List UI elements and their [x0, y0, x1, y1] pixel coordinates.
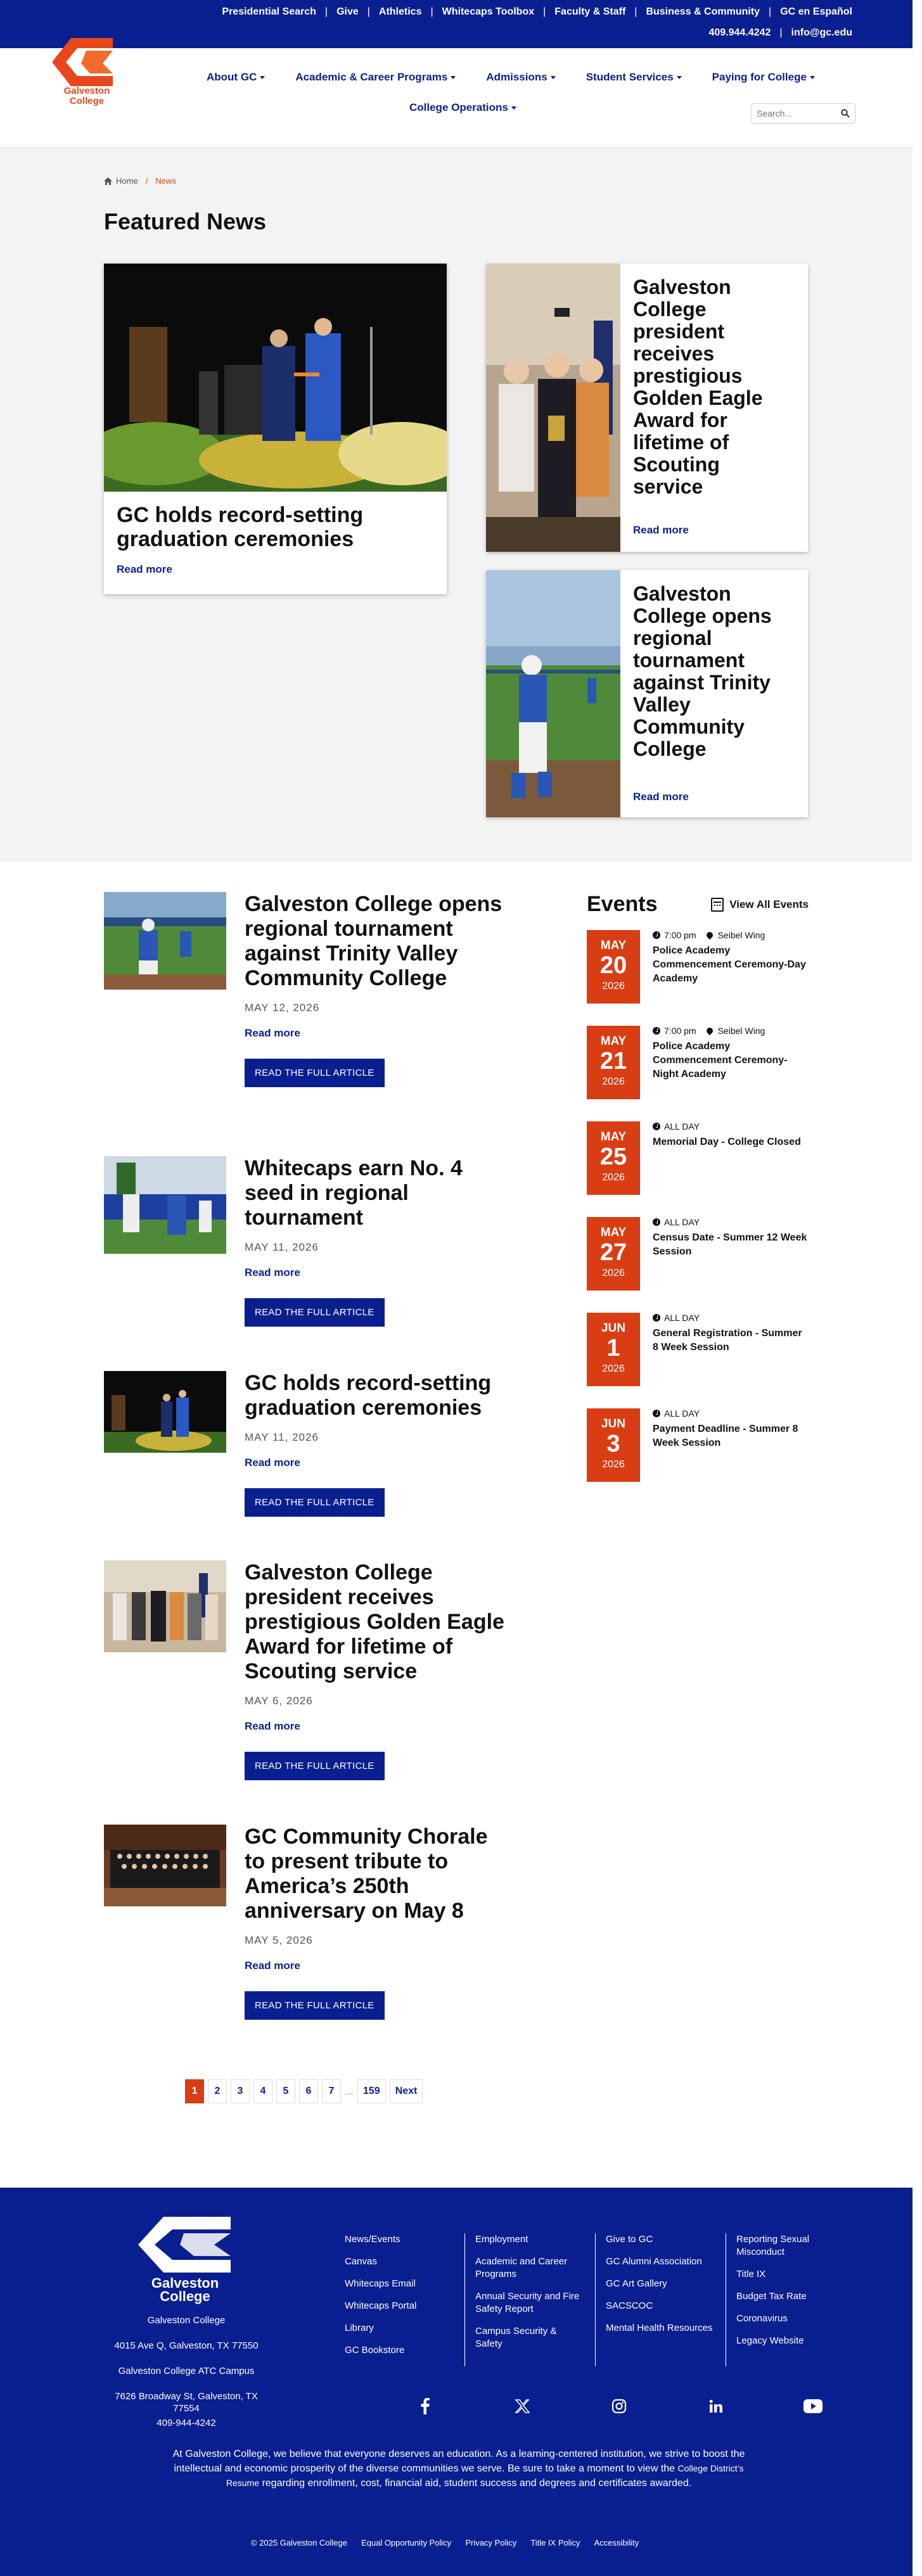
event-item[interactable] — [587, 1121, 809, 1197]
read-full-article-button[interactable]: READ THE FULL ARTICLE — [245, 1298, 385, 1327]
event-item[interactable] — [587, 1408, 809, 1484]
nav-student-services[interactable]: Student Services — [586, 71, 682, 84]
footer-link[interactable]: GC Art Gallery — [606, 2278, 667, 2289]
read-full-article-button[interactable]: READ THE FULL ARTICLE — [245, 1991, 385, 2020]
news-read-more[interactable]: Read more — [245, 1027, 300, 1039]
featured-card-side-1[interactable] — [486, 264, 808, 552]
nav-admissions[interactable]: Admissions — [486, 71, 555, 84]
utility-link-espanol[interactable]: GC en Español — [780, 6, 852, 17]
campus-1-name: Galveston College — [147, 2315, 226, 2326]
event-time: ALL DAY — [664, 1408, 700, 1419]
district-resume-link[interactable]: College District’s Resume — [226, 2463, 744, 2488]
footer-mission-text: At Galveston College, we believe that everyone deserves an education. As a learning-centered institution, we strive to boost the intellectual and economic prosperity of the diverse communities we serve. Be sure to take a moment to view the College District’s Resume regarding enrollment, cost, financial aid, student success and degrees and certificates awarded. — [172, 2449, 745, 2489]
nav-about-gc[interactable]: About GC — [207, 71, 265, 84]
search-icon[interactable] — [841, 109, 850, 118]
pagination — [185, 2079, 423, 2103]
breadcrumb: Home / News — [104, 176, 176, 186]
breadcrumb-current: News — [155, 176, 176, 186]
news-read-more[interactable]: Read more — [245, 1457, 300, 1469]
site-header — [0, 48, 912, 148]
main-nav — [207, 71, 815, 84]
page-1-button[interactable]: 1 — [185, 2079, 204, 2103]
chevron-down-icon — [551, 76, 556, 79]
chevron-down-icon — [810, 76, 815, 79]
utility-links: Presidential Search | Give | Athletics | Whitecaps Toolbox | Faculty & Staff | Business & Community | GC en Español — [222, 6, 852, 17]
view-all-events-link[interactable]: View All Events — [711, 898, 809, 912]
event-location: Seibel Wing — [717, 930, 765, 940]
youtube-icon[interactable] — [764, 2397, 861, 2416]
news-thumb-graduation[interactable] — [104, 1371, 226, 1453]
campus-2-name: Galveston College ATC Campus — [118, 2366, 255, 2376]
footer-link[interactable]: News/Events — [345, 2234, 400, 2245]
event-date-box: MAY 20 2026 — [587, 930, 640, 1004]
news-read-more[interactable]: Read more — [245, 1960, 300, 1972]
chevron-down-icon — [260, 76, 265, 79]
featured-side-1-headline[interactable]: Galveston College president receives prestigious Golden Eagle Award for lifetime of Scouting service — [633, 276, 763, 498]
graduation-photo — [104, 264, 447, 492]
site-logo[interactable] — [52, 35, 122, 112]
news-date: MAY 11, 2026 — [245, 1431, 319, 1443]
clock-icon — [653, 1410, 660, 1417]
footer-legal — [251, 2538, 639, 2547]
footer-link[interactable]: Academic and Career Programs — [475, 2256, 568, 2280]
featured-card-side-2[interactable] — [486, 570, 808, 817]
search-box — [751, 103, 855, 124]
footer-column-2 — [475, 2233, 596, 2366]
featured-main-read-more[interactable]: Read more — [117, 563, 172, 575]
news-read-more[interactable]: Read more — [245, 1720, 300, 1732]
search-input[interactable] — [757, 108, 833, 118]
chevron-down-icon — [511, 106, 516, 110]
event-item[interactable] — [587, 930, 809, 1006]
featured-news-section — [0, 148, 912, 862]
news-headline[interactable]: Galveston College president receives prestigious Golden Eagle Award for lifetime of Scouting service — [245, 1560, 504, 1683]
featured-side-1-read-more[interactable]: Read more — [633, 524, 689, 536]
event-title[interactable]: General Registration - Summer 8 Week Session — [653, 1328, 802, 1353]
footer-link[interactable]: Library — [345, 2323, 374, 2333]
facebook-icon[interactable] — [376, 2397, 473, 2416]
utility-bar — [0, 0, 912, 48]
award-photo — [486, 264, 620, 552]
footer-phone[interactable]: 409-944-4242 — [157, 2418, 216, 2428]
page-4-button[interactable]: 4 — [253, 2079, 272, 2103]
home-icon — [104, 177, 112, 185]
news-thumb-chorale[interactable] — [104, 1825, 226, 1906]
copyright: © 2025 Galveston College — [251, 2538, 347, 2547]
footer-link[interactable]: Coronavirus — [736, 2313, 788, 2324]
footer-addresses — [104, 2314, 269, 2442]
footer-link[interactable]: Budget Tax Rate — [736, 2291, 807, 2302]
event-title[interactable]: Census Date - Summer 12 Week Session — [653, 1232, 807, 1257]
location-pin-icon — [705, 1026, 714, 1035]
softball-photo — [486, 570, 620, 817]
news-read-more[interactable]: Read more — [245, 1266, 300, 1278]
event-item[interactable] — [587, 1217, 809, 1293]
footer-link[interactable]: Whitecaps Portal — [345, 2300, 417, 2311]
clock-icon — [653, 1314, 660, 1322]
news-headline[interactable]: GC holds record-setting graduation ceremonies — [245, 1371, 492, 1420]
utility-link-whitecaps-toolbox[interactable]: Whitecaps Toolbox — [442, 6, 535, 17]
footer-link-columns — [345, 2233, 867, 2366]
page-2-button[interactable]: 2 — [208, 2079, 227, 2103]
event-title[interactable]: Memorial Day - College Closed — [653, 1137, 801, 1147]
utility-link-business-community[interactable]: Business & Community — [646, 6, 760, 17]
footer-logo-mark-icon — [136, 2214, 234, 2278]
news-thumb-whitecaps[interactable] — [104, 1156, 226, 1254]
footer-link[interactable]: Whitecaps Email — [345, 2278, 416, 2289]
event-title[interactable]: Police Academy Commencement Ceremony-Day Academy — [653, 945, 806, 984]
chevron-down-icon — [677, 76, 682, 79]
news-date: MAY 12, 2026 — [245, 1002, 320, 1014]
event-item[interactable] — [587, 1026, 809, 1102]
footer-link[interactable]: Annual Security and Fire Safety Report — [475, 2291, 580, 2314]
news-headline[interactable]: GC Community Chorale to present tribute to America’s 250th anniversary on May 8 — [245, 1825, 488, 1923]
page-3-button[interactable]: 3 — [231, 2079, 250, 2103]
page-title: Featured News — [104, 208, 267, 234]
footer-link[interactable]: Mental Health Resources — [606, 2323, 713, 2333]
featured-side-2-headline[interactable]: Galveston College opens regional tournament against Trinity Valley Community College — [633, 582, 772, 760]
page-5-button[interactable]: 5 — [276, 2079, 295, 2103]
event-date-box: MAY 27 2026 — [587, 1217, 640, 1291]
news-date: MAY 11, 2026 — [245, 1241, 319, 1253]
nav-paying-for-college[interactable]: Paying for College — [712, 71, 815, 84]
utility-email[interactable]: info@gc.edu — [791, 27, 852, 38]
footer-link[interactable]: GC Alumni Association — [606, 2256, 702, 2267]
read-full-article-button[interactable]: READ THE FULL ARTICLE — [245, 1752, 385, 1780]
event-time: ALL DAY — [664, 1313, 700, 1323]
news-listing — [0, 862, 912, 2188]
featured-main-headline[interactable]: GC holds record-setting graduation ceremonies — [117, 503, 364, 551]
utility-link-faculty-staff[interactable]: Faculty & Staff — [554, 6, 626, 17]
footer-link[interactable]: Canvas — [345, 2256, 377, 2267]
x-twitter-icon[interactable] — [473, 2397, 570, 2416]
event-date-box: MAY 21 2026 — [587, 1026, 640, 1099]
news-thumb-softball[interactable] — [104, 892, 226, 990]
location-pin-icon — [705, 931, 714, 940]
logo-text: Galveston College — [63, 86, 110, 106]
clock-icon — [653, 1218, 660, 1226]
logo-mark-icon — [52, 35, 122, 89]
breadcrumb-home[interactable]: Home — [116, 176, 138, 186]
clock-icon — [653, 1123, 660, 1130]
utility-contact: 409.944.4242 | info@gc.edu — [708, 27, 852, 38]
page-6-button[interactable]: 6 — [299, 2079, 318, 2103]
clock-icon — [653, 931, 660, 939]
event-title[interactable]: Police Academy Commencement Ceremony-Night Academy — [653, 1041, 788, 1080]
read-full-article-button[interactable]: READ THE FULL ARTICLE — [245, 1059, 385, 1087]
pagination-ellipsis: … — [345, 2086, 354, 2096]
site-footer — [0, 2188, 912, 2576]
event-date-box: JUN 1 2026 — [587, 1313, 640, 1386]
footer-link[interactable]: Employment — [475, 2234, 528, 2245]
utility-link-presidential-search[interactable]: Presidential Search — [222, 6, 316, 17]
event-date-box: JUN 3 2026 — [587, 1408, 640, 1482]
page-last-button[interactable]: 159 — [357, 2079, 386, 2103]
campus-2-address: 7626 Broadway St, Galveston, TX 77554 — [115, 2391, 258, 2414]
linkedin-icon[interactable] — [667, 2397, 764, 2416]
news-headline[interactable]: Whitecaps earn No. 4 seed in regional tournament — [245, 1156, 463, 1230]
event-time: ALL DAY — [664, 1121, 700, 1132]
footer-logo-text: Galveston College — [151, 2275, 219, 2304]
footer-link[interactable]: Title IX — [736, 2269, 766, 2280]
event-date-box: MAY 25 2026 — [587, 1121, 640, 1195]
event-time: 7:00 pm — [664, 930, 696, 940]
calendar-icon — [711, 898, 724, 912]
news-date: MAY 6, 2026 — [245, 1695, 313, 1707]
campus-1-address: 4015 Ave Q, Galveston, TX 77550 — [114, 2340, 259, 2351]
footer-column-4 — [736, 2233, 857, 2366]
nav-academic-programs[interactable]: Academic & Career Programs — [295, 71, 456, 84]
nav-college-operations[interactable]: College Operations — [409, 101, 516, 114]
footer-link[interactable]: Give to GC — [606, 2234, 653, 2245]
read-full-article-button[interactable]: READ THE FULL ARTICLE — [245, 1488, 385, 1517]
next-page-button[interactable]: Next — [390, 2079, 423, 2103]
social-links — [376, 2397, 861, 2416]
accessibility-link[interactable]: Accessibility — [594, 2538, 639, 2547]
utility-link-athletics[interactable]: Athletics — [378, 6, 422, 17]
title-ix-policy-link[interactable]: Title IX Policy — [530, 2538, 580, 2547]
event-time: 7:00 pm — [664, 1026, 696, 1036]
utility-link-give[interactable]: Give — [336, 6, 359, 17]
events-sidebar — [587, 892, 809, 1470]
footer-logo[interactable] — [136, 2214, 234, 2303]
footer-column-1 — [345, 2233, 465, 2366]
news-date: MAY 5, 2026 — [245, 1934, 313, 1946]
footer-link[interactable]: SACSCOC — [606, 2300, 653, 2311]
event-item[interactable] — [587, 1313, 809, 1389]
equal-opportunity-link[interactable]: Equal Opportunity Policy — [361, 2538, 452, 2547]
featured-card-main[interactable] — [104, 264, 447, 594]
chevron-down-icon — [451, 76, 456, 79]
event-location: Seibel Wing — [717, 1026, 765, 1036]
privacy-policy-link[interactable]: Privacy Policy — [465, 2538, 517, 2547]
utility-phone[interactable]: 409.944.4242 — [708, 27, 771, 38]
footer-column-3 — [606, 2233, 726, 2366]
event-title[interactable]: Payment Deadline - Summer 8 Week Session — [653, 1424, 798, 1448]
events-title: Events — [587, 892, 658, 916]
footer-link[interactable]: Campus Security & Safety — [475, 2326, 557, 2349]
news-thumb-award[interactable] — [104, 1560, 226, 1652]
page-7-button[interactable]: 7 — [322, 2079, 341, 2103]
footer-link[interactable]: Reporting Sexual Misconduct — [736, 2234, 810, 2257]
footer-link[interactable]: GC Bookstore — [345, 2345, 405, 2356]
footer-link[interactable]: Legacy Website — [736, 2335, 804, 2346]
featured-side-2-read-more[interactable]: Read more — [633, 791, 689, 803]
news-headline[interactable]: Galveston College opens regional tournament against Trinity Valley Community College — [245, 892, 503, 990]
instagram-icon[interactable] — [570, 2397, 667, 2416]
event-time: ALL DAY — [664, 1217, 700, 1227]
clock-icon — [653, 1027, 660, 1035]
